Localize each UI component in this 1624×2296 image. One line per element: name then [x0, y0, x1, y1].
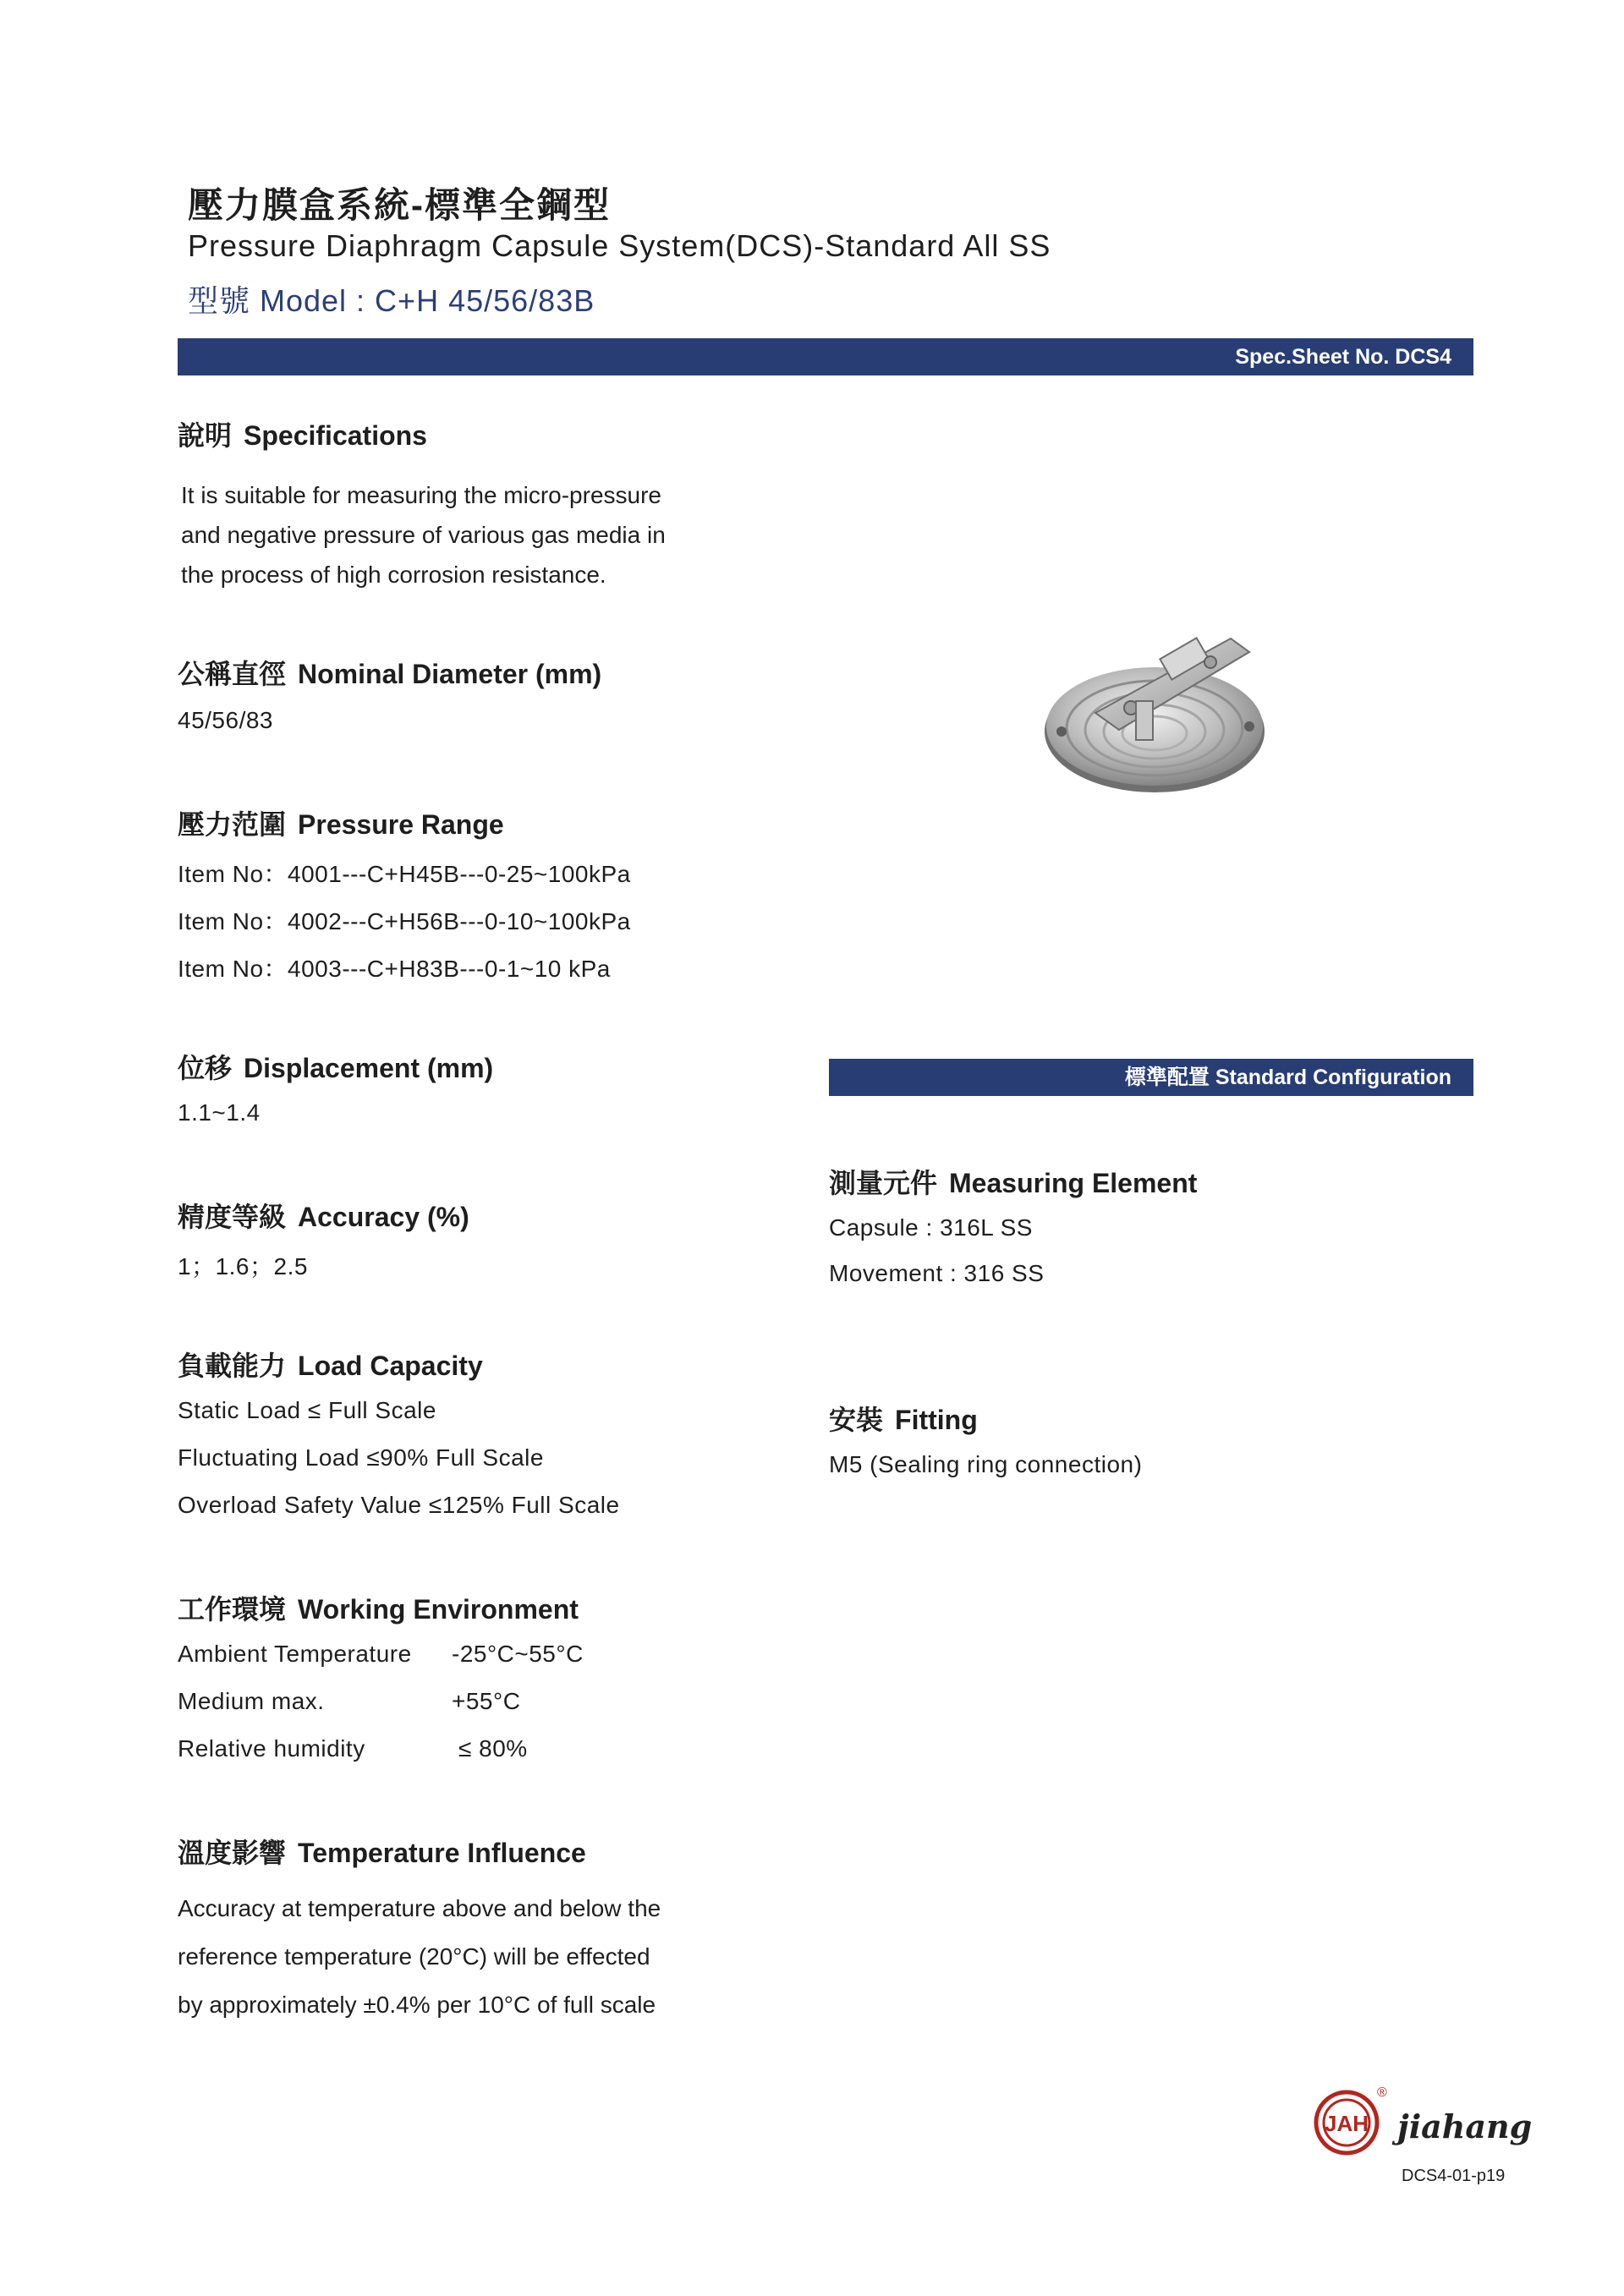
measuring-element-line: Capsule : 316L SS	[829, 1214, 1033, 1241]
environment-row-medium	[178, 1688, 520, 1715]
specifications-text	[181, 475, 666, 595]
jiahang-logo-icon	[1313, 2089, 1380, 2156]
measuring-element-line: Movement : 316 SS	[829, 1260, 1045, 1286]
temperature-influence-text	[178, 1884, 661, 2029]
load-capacity-heading-en: Load Capacity	[298, 1351, 483, 1381]
load-capacity-heading-cn: 負載能力	[178, 1351, 287, 1381]
environment-value: -25°C~55°C	[452, 1641, 584, 1667]
accuracy-heading-cn: 精度等級	[178, 1202, 287, 1232]
accuracy-heading-en: Accuracy (%)	[298, 1202, 469, 1232]
specifications-line: and negative pressure of various gas media in	[181, 522, 666, 548]
specifications-line: the process of high corrosion resistance.	[181, 562, 606, 588]
measuring-element-heading-en: Measuring Element	[949, 1168, 1198, 1198]
pressure-range-heading-cn: 壓力范圍	[178, 809, 287, 840]
accuracy-heading	[178, 1196, 469, 1235]
accuracy-value: 1；1.6；2.5	[178, 1253, 308, 1280]
displacement-heading-en: Displacement (mm)	[244, 1053, 494, 1083]
brand-name: jiahang	[1397, 2107, 1533, 2145]
load-capacity-line: Fluctuating Load ≤90% Full Scale	[178, 1444, 544, 1471]
spec-sheet-banner	[178, 338, 1473, 375]
logo-letters: JAH	[1324, 2111, 1369, 2136]
measuring-element-heading-cn: 測量元件	[829, 1168, 938, 1198]
model-number: 型號 Model : C+H 45/56/83B	[188, 283, 595, 318]
working-environment-heading	[178, 1588, 579, 1627]
pressure-range-item: Item No：4003---C+H83B---0-1~10 kPa	[178, 956, 611, 982]
temperature-influence-heading-en: Temperature Influence	[298, 1838, 586, 1868]
nominal-diameter-heading	[178, 653, 601, 692]
measuring-element-heading	[829, 1162, 1197, 1201]
environment-row-ambient	[178, 1641, 584, 1668]
specifications-heading	[178, 414, 427, 453]
environment-label: Ambient Temperature	[178, 1641, 412, 1667]
pressure-range-item: Item No：4001---C+H45B---0-25~100kPa	[178, 861, 631, 887]
capsule-product-image	[1036, 613, 1273, 799]
specifications-heading-cn: 說明	[178, 420, 233, 451]
environment-label: Relative humidity	[178, 1735, 365, 1762]
pressure-range-heading-en: Pressure Range	[298, 809, 504, 840]
standard-configuration-banner	[829, 1059, 1473, 1096]
specifications-heading-en: Specifications	[244, 420, 427, 451]
nominal-diameter-value: 45/56/83	[178, 707, 273, 733]
page-title-english: Pressure Diaphragm Capsule System(DCS)-Standard All SS	[188, 228, 1051, 263]
temperature-influence-heading	[178, 1832, 586, 1871]
fitting-heading-en: Fitting	[895, 1405, 978, 1435]
registered-mark: ®	[1377, 2085, 1387, 2100]
nominal-diameter-heading-en: Nominal Diameter (mm)	[298, 659, 602, 689]
nominal-diameter-heading-cn: 公稱直徑	[178, 659, 287, 689]
environment-row-humidity	[178, 1735, 528, 1762]
working-environment-heading-cn: 工作環境	[178, 1594, 287, 1625]
specifications-line: It is suitable for measuring the micro-pressure	[181, 482, 661, 508]
displacement-value: 1.1~1.4	[178, 1099, 261, 1126]
working-environment-heading-en: Working Environment	[298, 1594, 579, 1625]
load-capacity-line: Static Load ≤ Full Scale	[178, 1397, 436, 1423]
pressure-range-heading	[178, 803, 504, 842]
temperature-influence-line: reference temperature (20°C) will be effected	[178, 1943, 650, 1970]
load-capacity-line: Overload Safety Value ≤125% Full Scale	[178, 1492, 620, 1518]
fitting-heading	[829, 1399, 978, 1438]
temperature-influence-heading-cn: 溫度影響	[178, 1838, 287, 1868]
page-code: DCS4-01-p19	[1402, 2167, 1506, 2185]
standard-configuration-label: 標準配置 Standard Configuration	[1124, 1066, 1451, 1089]
fitting-value: M5 (Sealing ring connection)	[829, 1451, 1143, 1477]
displacement-heading	[178, 1047, 493, 1086]
page-title-chinese: 壓力膜盒系統-標準全鋼型	[188, 185, 611, 225]
load-capacity-heading	[178, 1345, 483, 1384]
displacement-heading-cn: 位移	[178, 1053, 233, 1083]
environment-value: ≤ 80%	[458, 1735, 528, 1762]
pressure-range-item: Item No：4002---C+H56B---0-10~100kPa	[178, 908, 631, 934]
environment-value: +55°C	[452, 1688, 521, 1714]
environment-label: Medium max.	[178, 1688, 325, 1714]
spec-sheet-number: Spec.Sheet No. DCS4	[1235, 345, 1451, 369]
temperature-influence-line: Accuracy at temperature above and below the	[178, 1895, 661, 1921]
fitting-heading-cn: 安裝	[829, 1405, 884, 1435]
temperature-influence-line: by approximately ±0.4% per 10°C of full scale	[178, 1992, 656, 2018]
